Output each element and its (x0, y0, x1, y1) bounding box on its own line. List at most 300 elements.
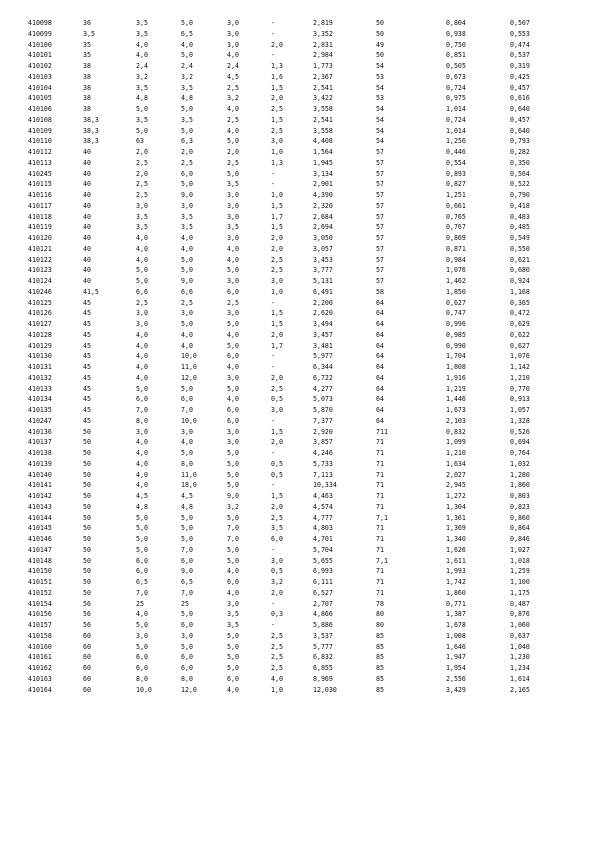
cell-dim-b: 6,6 (136, 287, 148, 296)
cell-value-4: 0,790 (510, 191, 530, 199)
table-row (28, 373, 555, 384)
cell-dim-c: 4,0 (181, 234, 193, 242)
cell-article-number: 410100 (28, 40, 52, 49)
table-row (28, 566, 555, 577)
cell-article-number: 410123 (28, 266, 52, 275)
cell-value-4: 0,629 (510, 320, 530, 328)
cell-value-4: 0,425 (510, 72, 530, 81)
cell-value-1: 5,886 (313, 621, 333, 629)
cell-article-number: 410157 (28, 621, 52, 629)
cell-dim-d: 7,0 (227, 535, 239, 543)
cell-value-3: 0,627 (446, 298, 466, 307)
table-row (28, 244, 555, 255)
cell-dim-e: 2,0 (271, 373, 283, 382)
cell-dim-b: 4,0 (136, 51, 148, 60)
table-row (28, 147, 555, 158)
table-row (28, 502, 555, 513)
cell-dim-d: 4,0 (227, 330, 239, 339)
cell-value-4: 1,076 (510, 352, 530, 361)
cell-value-1: 3,494 (313, 320, 333, 328)
cell-value-3: 1,099 (446, 438, 466, 447)
cell-value-3: 0,673 (446, 72, 466, 81)
cell-article-number: 410139 (28, 459, 52, 468)
cell-dim-b: 7,0 (136, 406, 148, 414)
cell-dim-d: 5,0 (227, 266, 239, 275)
cell-dim-d: 6,0 (227, 406, 239, 414)
cell-value-4: 0,924 (510, 277, 530, 285)
cell-dim-c: 3,5 (181, 115, 193, 124)
table-row (28, 620, 555, 631)
cell-value-3: 0,505 (446, 62, 466, 70)
cell-value-4: 0,622 (510, 330, 530, 339)
cell-dim-b: 3,5 (136, 19, 148, 27)
cell-dim-c: 2,5 (181, 158, 193, 167)
cell-dim-d: 5,0 (227, 459, 239, 468)
cell-value-3: 1,387 (446, 610, 466, 619)
cell-dim-a: 56 (83, 610, 91, 619)
cell-dim-d: 3,0 (227, 234, 239, 242)
cell-value-1: 3,457 (313, 330, 333, 339)
cell-dim-b: 2,5 (136, 180, 148, 189)
cell-article-number: 410130 (28, 352, 52, 361)
cell-value-4: 0,365 (510, 298, 530, 307)
cell-value-2: 71 (376, 492, 384, 500)
cell-value-4: 0,864 (510, 524, 530, 533)
cell-value-4: 0,522 (510, 180, 530, 189)
cell-value-1: 2,694 (313, 223, 333, 232)
cell-value-2: 53 (376, 72, 384, 81)
cell-dim-e: - (271, 298, 275, 307)
cell-dim-a: 56 (83, 621, 91, 629)
cell-value-4: 1,168 (510, 287, 530, 296)
table-row (28, 190, 555, 201)
cell-dim-b: 3,0 (136, 201, 148, 210)
cell-value-1: 2,819 (313, 19, 333, 27)
cell-value-4: 0,350 (510, 158, 530, 167)
cell-dim-e: 2,0 (271, 234, 283, 242)
cell-dim-b: 6,0 (136, 664, 148, 672)
cell-dim-c: 4,0 (181, 330, 193, 339)
cell-article-number: 410106 (28, 105, 52, 113)
cell-article-number: 410127 (28, 320, 52, 328)
cell-dim-d: 4,0 (227, 567, 239, 576)
cell-value-1: 1,773 (313, 62, 333, 70)
cell-article-number: 410150 (28, 567, 52, 576)
cell-dim-b: 3,5 (136, 212, 148, 221)
cell-value-1: 3,558 (313, 126, 333, 135)
cell-value-4: 0,418 (510, 201, 530, 210)
cell-dim-e: 2,5 (271, 255, 283, 264)
cell-article-number: 410131 (28, 363, 52, 371)
cell-dim-c: 5,0 (181, 51, 193, 60)
cell-value-4: 0,550 (510, 244, 530, 253)
cell-value-4: 0,803 (510, 492, 530, 500)
cell-article-number: 410117 (28, 201, 52, 210)
cell-dim-c: 5,0 (181, 642, 193, 651)
cell-article-number: 410102 (28, 62, 52, 70)
cell-dim-a: 60 (83, 674, 91, 683)
cell-dim-d: 3,2 (227, 94, 239, 103)
cell-dim-d: 6,0 (227, 674, 239, 683)
cell-value-1: 3,537 (313, 631, 333, 640)
cell-value-2: 71 (376, 449, 384, 457)
cell-value-2: 71 (376, 481, 384, 490)
cell-value-1: 2,200 (313, 298, 333, 307)
cell-dim-a: 60 (83, 685, 91, 694)
cell-value-3: 1,850 (446, 287, 466, 296)
cell-value-2: 64 (376, 363, 384, 371)
cell-dim-a: 40 (83, 234, 91, 242)
cell-dim-d: 4,0 (227, 126, 239, 135)
cell-dim-c: 3,0 (181, 631, 193, 640)
cell-dim-d: 5,0 (227, 137, 239, 146)
cell-dim-d: 5,0 (227, 384, 239, 393)
cell-dim-e: 1,5 (271, 115, 283, 124)
cell-dim-a: 38,3 (83, 137, 99, 146)
table-row (28, 362, 555, 373)
cell-dim-a: 60 (83, 642, 91, 651)
cell-dim-e: 1,0 (271, 685, 283, 694)
cell-value-3: 1,947 (446, 653, 466, 662)
cell-value-1: 6,527 (313, 588, 333, 597)
table-body (28, 18, 555, 695)
cell-dim-c: 5,0 (181, 524, 193, 533)
table-row (28, 663, 555, 674)
cell-dim-c: 6,0 (181, 556, 193, 565)
cell-article-number: 410247 (28, 416, 52, 425)
cell-value-3: 2,103 (446, 416, 466, 425)
cell-dim-b: 4,0 (136, 352, 148, 361)
cell-dim-e: 2,5 (271, 653, 283, 662)
cell-dim-c: 6,3 (181, 137, 193, 146)
cell-value-2: 85 (376, 653, 384, 662)
cell-value-2: 64 (376, 395, 384, 404)
cell-value-1: 3,558 (313, 105, 333, 113)
table-row (28, 179, 555, 190)
cell-value-3: 1,646 (446, 642, 466, 651)
cell-value-4: 1,032 (510, 459, 530, 468)
cell-dim-e: 2,0 (271, 438, 283, 447)
cell-value-1: 2,620 (313, 309, 333, 318)
cell-dim-c: 3,0 (181, 427, 193, 436)
cell-dim-c: 7,0 (181, 588, 193, 597)
cell-article-number: 410154 (28, 599, 52, 608)
cell-dim-d: 5,0 (227, 513, 239, 522)
cell-dim-a: 45 (83, 320, 91, 328)
cell-dim-e: - (271, 545, 275, 554)
cell-value-2: 57 (376, 191, 384, 199)
cell-value-4: 1,234 (510, 664, 530, 672)
cell-dim-b: 3,0 (136, 320, 148, 328)
cell-value-4: 1,100 (510, 578, 530, 586)
cell-value-2: 57 (376, 266, 384, 275)
cell-dim-b: 4,0 (136, 330, 148, 339)
table-row (28, 448, 555, 459)
table-row (28, 351, 555, 362)
cell-value-1: 6,832 (313, 653, 333, 662)
table-row (28, 169, 555, 180)
cell-value-1: 3,057 (313, 244, 333, 253)
cell-dim-b: 6,0 (136, 556, 148, 565)
cell-value-2: 64 (376, 384, 384, 393)
cell-article-number: 410104 (28, 83, 52, 92)
cell-dim-e: 2,0 (271, 502, 283, 511)
cell-dim-a: 40 (83, 223, 91, 232)
cell-dim-b: 2,4 (136, 62, 148, 70)
cell-dim-e: - (271, 169, 275, 178)
cell-dim-a: 60 (83, 664, 91, 672)
cell-value-3: 0,554 (446, 158, 466, 167)
cell-value-2: 57 (376, 255, 384, 264)
cell-dim-c: 5,0 (181, 384, 193, 393)
cell-dim-b: 5,0 (136, 126, 148, 135)
cell-dim-a: 45 (83, 363, 91, 371)
cell-dim-d: 4,5 (227, 72, 239, 81)
cell-value-4: 0,913 (510, 395, 530, 404)
cell-dim-c: 8,0 (181, 459, 193, 468)
cell-dim-d: 3,5 (227, 610, 239, 619)
cell-dim-d: 5,0 (227, 556, 239, 565)
cell-dim-d: 5,0 (227, 169, 239, 178)
cell-dim-e: 1,7 (271, 212, 283, 221)
cell-value-2: 71 (376, 524, 384, 533)
cell-dim-c: 11,0 (181, 470, 197, 479)
cell-dim-e: 2,0 (271, 40, 283, 49)
cell-value-1: 3,352 (313, 29, 333, 38)
cell-dim-d: 3,0 (227, 191, 239, 199)
cell-value-4: 0,764 (510, 449, 530, 457)
cell-article-number: 410144 (28, 513, 52, 522)
cell-dim-e: - (271, 599, 275, 608)
cell-dim-d: 3,0 (227, 212, 239, 221)
table-row (28, 416, 555, 427)
cell-value-1: 4,277 (313, 384, 333, 393)
cell-article-number: 410160 (28, 642, 52, 651)
cell-value-1: 5,733 (313, 459, 333, 468)
cell-dim-c: 4,0 (181, 244, 193, 253)
cell-value-3: 1,014 (446, 105, 466, 113)
cell-dim-a: 45 (83, 330, 91, 339)
cell-value-4: 1,057 (510, 406, 530, 414)
cell-value-2: 71 (376, 502, 384, 511)
cell-dim-e: - (271, 51, 275, 60)
cell-value-2: 53 (376, 94, 384, 103)
cell-dim-e: 2,0 (271, 330, 283, 339)
cell-article-number: 410099 (28, 29, 52, 38)
table-row (28, 201, 555, 212)
cell-value-2: 57 (376, 158, 384, 167)
cell-dim-d: 3,0 (227, 373, 239, 382)
cell-value-2: 49 (376, 40, 384, 49)
cell-value-4: 1,259 (510, 567, 530, 576)
cell-article-number: 410141 (28, 481, 52, 490)
cell-article-number: 410156 (28, 610, 52, 619)
cell-dim-c: 6,0 (181, 653, 193, 662)
cell-value-2: 711 (376, 427, 388, 436)
cell-value-4: 0,637 (510, 631, 530, 640)
cell-dim-b: 6,0 (136, 567, 148, 576)
cell-article-number: 410163 (28, 674, 52, 683)
cell-dim-b: 5,0 (136, 545, 148, 554)
cell-dim-a: 45 (83, 373, 91, 382)
cell-dim-d: 2,5 (227, 83, 239, 92)
cell-value-1: 2,707 (313, 599, 333, 608)
cell-dim-c: 5,0 (181, 535, 193, 543)
table-row (28, 18, 555, 29)
cell-article-number: 410112 (28, 148, 52, 156)
cell-dim-d: 4,0 (227, 588, 239, 597)
cell-value-2: 54 (376, 137, 384, 146)
cell-value-4: 1,210 (510, 373, 530, 382)
cell-value-2: 7,1 (376, 556, 388, 565)
cell-value-2: 64 (376, 330, 384, 339)
cell-dim-b: 7,0 (136, 588, 148, 597)
cell-dim-e: 2,5 (271, 384, 283, 393)
cell-dim-d: 3,0 (227, 277, 239, 285)
cell-value-3: 0,767 (446, 223, 466, 232)
cell-value-2: 7,1 (376, 513, 388, 522)
table-row (28, 459, 555, 470)
cell-dim-a: 50 (83, 578, 91, 586)
cell-dim-d: 4,0 (227, 51, 239, 60)
cell-dim-a: 45 (83, 416, 91, 425)
cell-value-1: 3,453 (313, 255, 333, 264)
cell-dim-a: 35 (83, 40, 91, 49)
table-row (28, 534, 555, 545)
cell-value-3: 1,916 (446, 373, 466, 382)
table-row (28, 513, 555, 524)
cell-dim-c: 6,0 (181, 664, 193, 672)
cell-value-2: 58 (376, 287, 384, 296)
cell-value-3: 0,446 (446, 148, 466, 156)
cell-dim-e: - (271, 29, 275, 38)
cell-value-3: 1,704 (446, 352, 466, 361)
table-row (28, 674, 555, 685)
cell-article-number: 410128 (28, 330, 52, 339)
cell-value-3: 0,871 (446, 244, 466, 253)
table-row (28, 308, 555, 319)
cell-dim-d: 3,0 (227, 201, 239, 210)
cell-value-4: 1,060 (510, 621, 530, 629)
cell-dim-d: 3,5 (227, 621, 239, 629)
cell-value-2: 54 (376, 62, 384, 70)
cell-value-1: 3,777 (313, 266, 333, 275)
cell-value-3: 1,446 (446, 395, 466, 404)
cell-dim-b: 8,0 (136, 416, 148, 425)
cell-dim-e: 1,3 (271, 158, 283, 167)
cell-value-4: 0,282 (510, 148, 530, 156)
cell-value-4: 0,553 (510, 29, 530, 38)
cell-dim-d: 6,0 (227, 578, 239, 586)
cell-dim-e: 0,5 (271, 470, 283, 479)
table-row (28, 93, 555, 104)
cell-dim-a: 45 (83, 352, 91, 361)
cell-dim-d: 3,0 (227, 29, 239, 38)
cell-value-1: 6,111 (313, 578, 333, 586)
cell-dim-e: 1,5 (271, 83, 283, 92)
cell-dim-a: 50 (83, 438, 91, 447)
cell-value-4: 0,616 (510, 94, 530, 103)
cell-value-2: 85 (376, 631, 384, 640)
cell-article-number: 410138 (28, 449, 52, 457)
cell-dim-d: 4,0 (227, 685, 239, 694)
cell-dim-e: 2,0 (271, 94, 283, 103)
cell-article-number: 410147 (28, 545, 52, 554)
cell-dim-b: 5,0 (136, 535, 148, 543)
table-row (28, 72, 555, 83)
cell-dim-c: 4,0 (181, 438, 193, 447)
cell-dim-c: 10,0 (181, 352, 197, 361)
cell-dim-c: 6,5 (181, 29, 193, 38)
cell-value-3: 1,210 (446, 449, 466, 457)
cell-value-2: 57 (376, 148, 384, 156)
table-row (28, 556, 555, 567)
cell-dim-c: 7,0 (181, 545, 193, 554)
cell-dim-e: 1,5 (271, 201, 283, 210)
cell-dim-e: - (271, 352, 275, 361)
cell-value-1: 5,870 (313, 406, 333, 414)
cell-dim-c: 12,0 (181, 373, 197, 382)
cell-value-4: 1,230 (510, 653, 530, 662)
cell-value-1: 2,541 (313, 115, 333, 124)
table-row (28, 523, 555, 534)
cell-value-2: 64 (376, 373, 384, 382)
cell-dim-c: 18,0 (181, 481, 197, 490)
cell-value-1: 4,574 (313, 502, 333, 511)
table-row (28, 609, 555, 620)
cell-dim-a: 50 (83, 513, 91, 522)
cell-dim-a: 40 (83, 191, 91, 199)
cell-value-4: 0,621 (510, 255, 530, 264)
cell-value-2: 64 (376, 406, 384, 414)
cell-dim-a: 50 (83, 545, 91, 554)
cell-value-1: 1,564 (313, 148, 333, 156)
cell-dim-c: 7,0 (181, 406, 193, 414)
cell-value-2: 57 (376, 244, 384, 253)
cell-value-2: 71 (376, 438, 384, 447)
cell-value-4: 0,640 (510, 105, 530, 113)
cell-article-number: 410151 (28, 578, 52, 586)
cell-value-3: 1,340 (446, 535, 466, 543)
cell-dim-b: 4,0 (136, 470, 148, 479)
cell-dim-c: 2,0 (181, 148, 193, 156)
cell-dim-b: 2,5 (136, 158, 148, 167)
cell-dim-e: 2,5 (271, 513, 283, 522)
cell-value-3: 1,626 (446, 545, 466, 554)
cell-dim-a: 50 (83, 556, 91, 565)
cell-article-number: 410135 (28, 406, 52, 414)
cell-dim-e: 2,5 (271, 642, 283, 651)
cell-dim-c: 6,0 (181, 395, 193, 404)
cell-value-1: 4,701 (313, 535, 333, 543)
cell-value-3: 0,996 (446, 320, 466, 328)
cell-dim-a: 45 (83, 341, 91, 350)
cell-value-4: 1,614 (510, 674, 530, 683)
cell-value-3: 1,993 (446, 567, 466, 576)
cell-dim-d: 5,0 (227, 341, 239, 350)
cell-dim-e: 3,0 (271, 277, 283, 285)
cell-dim-d: 2,5 (227, 158, 239, 167)
cell-dim-c: 2,4 (181, 62, 193, 70)
cell-article-number: 410134 (28, 395, 52, 404)
cell-dim-b: 3,2 (136, 72, 148, 81)
cell-dim-e: 1,0 (271, 191, 283, 199)
cell-dim-c: 5,0 (181, 180, 193, 189)
cell-dim-c: 9,0 (181, 191, 193, 199)
cell-value-3: 0,938 (446, 29, 466, 38)
cell-value-1: 6,344 (313, 363, 333, 371)
cell-value-4: 0,876 (510, 610, 530, 619)
